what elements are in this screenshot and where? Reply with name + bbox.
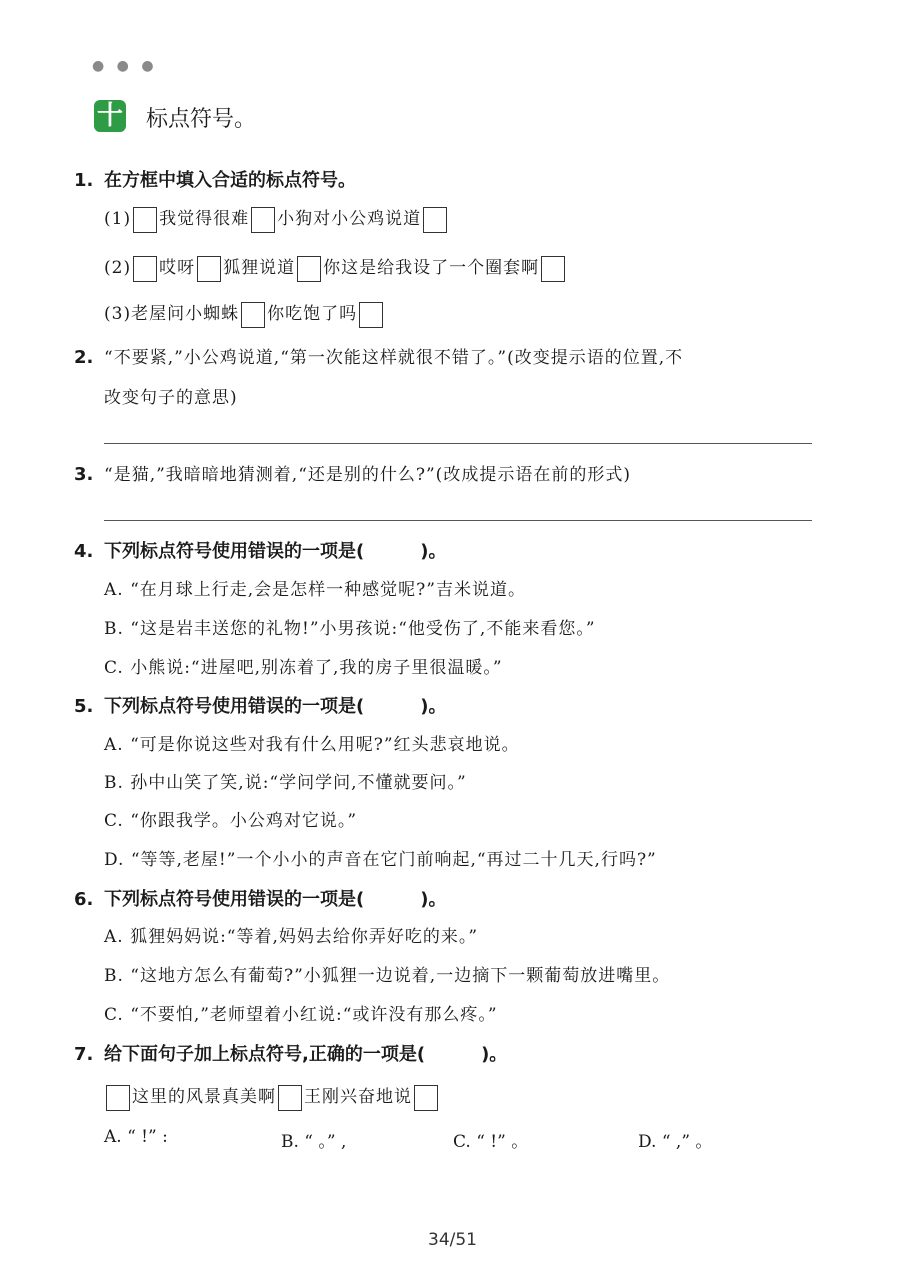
q7-option-c: C. “ !” 。 <box>453 1132 529 1152</box>
blank-box[interactable] <box>197 256 221 282</box>
q1-line-3: (3)老屋问小蜘蛛 你吃饱了吗 <box>104 299 385 328</box>
answer-line[interactable] <box>104 443 812 444</box>
q7-option-d: D. “ ,” 。 <box>638 1132 713 1152</box>
q7-sentence: 这里的风景真美啊 王刚兴奋地说 <box>104 1082 440 1111</box>
answer-line[interactable] <box>104 520 812 521</box>
q1-line-1: (1) 我觉得很难 小狗对小公鸡说道 <box>104 204 449 233</box>
question-1-title: 1. 在方框中填入合适的标点符号。 <box>74 170 356 191</box>
blank-box[interactable] <box>297 256 321 282</box>
blank-box[interactable] <box>359 302 383 328</box>
q7-option-a: A. “ !” : <box>104 1127 168 1147</box>
q6-option-a: A. 狐狸妈妈说:“等着,妈妈去给你弄好吃的来。” <box>104 927 479 947</box>
blank-box[interactable] <box>278 1085 302 1111</box>
q5-option-b: B. 孙中山笑了笑,说:“学问学问,不懂就要问。” <box>104 773 467 793</box>
section-title: 标点符号。 <box>146 107 257 132</box>
q5-option-a: A. “可是你说这些对我有什么用呢?”红头悲哀地说。 <box>104 735 520 755</box>
q5-option-c: C. “你跟我学。小公鸡对它说。” <box>104 811 358 831</box>
blank-box[interactable] <box>251 207 275 233</box>
q7-option-b: B. “ 。” , <box>281 1132 347 1152</box>
question-2-line-2: 改变句子的意思) <box>104 388 238 408</box>
blank-box[interactable] <box>414 1085 438 1111</box>
q1-line-2: (2) 哎呀 狐狸说道 你这是给我设了一个圈套啊 <box>104 253 567 282</box>
question-7-title: 7. 给下面句子加上标点符号,正确的一项是( )。 <box>74 1044 508 1065</box>
question-4-title: 4. 下列标点符号使用错误的一项是( )。 <box>74 541 447 562</box>
section-badge-icon: 十 <box>94 100 126 132</box>
question-5-title: 5. 下列标点符号使用错误的一项是( )。 <box>74 696 447 717</box>
page-number: 34/51 <box>428 1230 477 1250</box>
q4-option-b: B. “这是岩丰送您的礼物!”小男孩说:“他受伤了,不能来看您。” <box>104 619 596 639</box>
question-3: 3. “是猫,”我暗暗地猜测着,“还是别的什么?”(改成提示语在前的形式) <box>74 464 631 485</box>
q4-option-c: C. 小熊说:“进屋吧,别冻着了,我的房子里很温暖。” <box>104 658 503 678</box>
decorative-dots: ● ● ● <box>92 58 158 74</box>
blank-box[interactable] <box>133 207 157 233</box>
blank-box[interactable] <box>423 207 447 233</box>
blank-box[interactable] <box>106 1085 130 1111</box>
blank-box[interactable] <box>541 256 565 282</box>
q6-option-b: B. “这地方怎么有葡萄?”小狐狸一边说着,一边摘下一颗葡萄放进嘴里。 <box>104 966 671 986</box>
q4-option-a: A. “在月球上行走,会是怎样一种感觉呢?”吉米说道。 <box>104 580 526 600</box>
q6-option-c: C. “不要怕,”老师望着小红说:“或许没有那么疼。” <box>104 1005 498 1025</box>
blank-box[interactable] <box>241 302 265 328</box>
q5-option-d: D. “等等,老屋!”一个小小的声音在它门前响起,“再过二十几天,行吗?” <box>104 850 657 870</box>
question-2: 2. “不要紧,”小公鸡说道,“第一次能这样就很不错了。”(改变提示语的位置,不 <box>74 347 684 368</box>
question-6-title: 6. 下列标点符号使用错误的一项是( )。 <box>74 889 447 910</box>
blank-box[interactable] <box>133 256 157 282</box>
